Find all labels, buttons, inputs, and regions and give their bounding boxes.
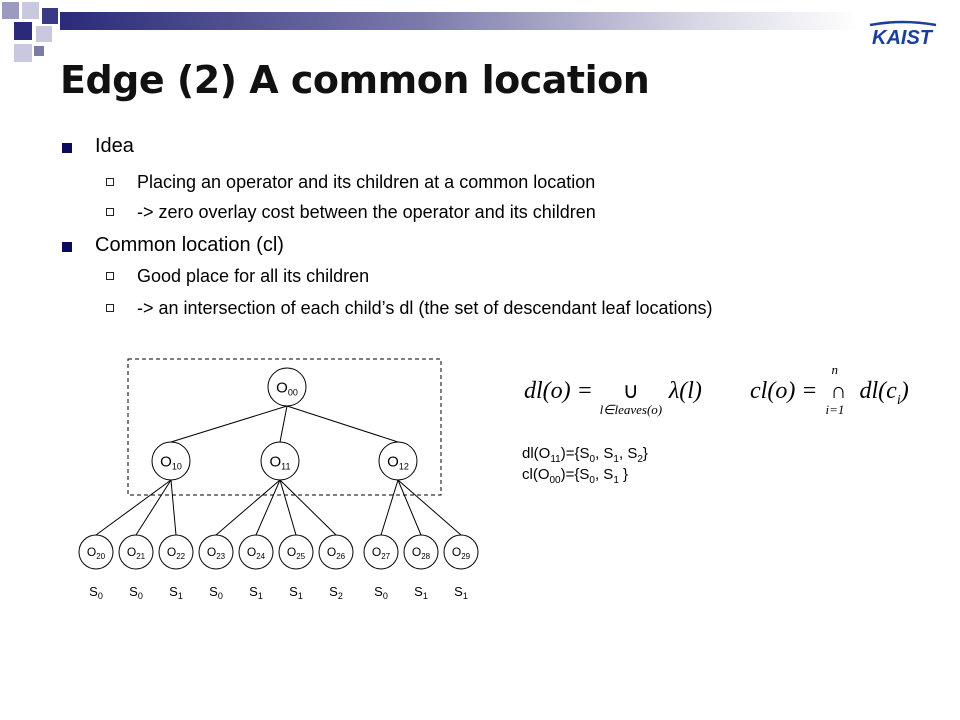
node-label: $O_{24}$: [246, 545, 266, 562]
bullet-text: Common location (cl): [95, 234, 284, 256]
node-leaf-0: [79, 535, 113, 569]
node-leaf-8: [404, 535, 438, 569]
node-leaf-4: [239, 535, 273, 569]
sub-bullet-text: -> zero overlay cost between the operator and its children: [137, 202, 596, 222]
union-operator: ∪ l∈leaves(o): [599, 378, 663, 405]
node-label: $O_{23}$: [206, 545, 226, 562]
cl-formula-rhs-end: ): [900, 378, 909, 404]
node-leaf-3: [199, 535, 233, 569]
leaf-location-label: $S_0$: [89, 584, 103, 601]
leaf-location-label: $S_1$: [414, 584, 428, 601]
sub-bullet-text: Good place for all its children: [137, 266, 370, 286]
tree-edge-1-4: [256, 480, 280, 535]
cl-formula: [750, 362, 909, 417]
dl-example: $dl(O_{11})=\{S_0$, $S_1$, $S_2$}: [522, 445, 648, 465]
leaf-location-label: $S_0$: [129, 584, 143, 601]
node-label: $O_{25}$: [286, 545, 306, 562]
sub-bullet-text: -> an intersection of each child’s dl (the set of descendant leaf locations): [137, 298, 713, 318]
cl-formula-lhs: cl(o) =: [750, 378, 818, 404]
leaf-location-label: $S_1$: [454, 584, 468, 601]
tree-edge-2-7: [381, 480, 398, 535]
node-label: $O_{10}$: [160, 453, 182, 472]
tree-edge-1-3: [216, 480, 280, 535]
node-label: $O_{12}$: [387, 453, 409, 472]
node-label: $O_{11}$: [269, 453, 291, 472]
slide-title: Edge (2) A common location: [60, 58, 650, 102]
intersection-lower-limit: i=1: [825, 402, 845, 417]
leaf-location-label: $S_1$: [289, 584, 303, 601]
bullet-text: Idea: [95, 135, 134, 157]
node-label: $O_{00}$: [276, 379, 298, 398]
cl-example: $cl(O_{00})=\{S_0$, $S_1$ }: [522, 466, 629, 486]
leaf-location-label: $S_0$: [209, 584, 223, 601]
node-leaf-9: [444, 535, 478, 569]
node-label: $O_{28}$: [411, 545, 431, 562]
node-root: [268, 368, 306, 406]
tree-edge-2-9: [398, 480, 461, 535]
node-label: $O_{26}$: [326, 545, 346, 562]
logo-text: KAIST: [872, 27, 932, 49]
tree-edge-root-0: [171, 406, 287, 442]
node-leaf-6: [319, 535, 353, 569]
node-label: $O_{29}$: [451, 545, 471, 562]
node-level1-0: [152, 442, 190, 480]
node-label: $O_{20}$: [86, 545, 106, 562]
leaf-location-label: $S_0$: [374, 584, 388, 601]
dl-formula: [524, 378, 702, 417]
tree-edge-root-1: [280, 406, 287, 442]
dl-formula-lhs: dl(o) =: [524, 378, 593, 404]
leaf-location-label: $S_1$: [169, 584, 183, 601]
union-subscript: l∈leaves(o): [599, 402, 663, 417]
node-leaf-5: [279, 535, 313, 569]
node-label: $O_{22}$: [166, 545, 186, 562]
node-level1-2: [379, 442, 417, 480]
node-leaf-7: [364, 535, 398, 569]
leaf-location-label: $S_1$: [249, 584, 263, 601]
node-label: $O_{21}$: [126, 545, 146, 562]
sub-bullet-text: Placing an operator and its children at a common location: [137, 172, 596, 192]
node-label: $O_{27}$: [371, 545, 391, 562]
dl-formula-rhs: λ(l): [668, 378, 702, 404]
node-leaf-2: [159, 535, 193, 569]
leaf-location-label: $S_2$: [329, 584, 343, 601]
intersection-operator: n ∩ i=1: [825, 362, 847, 417]
cl-formula-rhs: dl(c: [859, 378, 897, 404]
tree-edge-0-2: [171, 480, 176, 535]
tree-edge-0-0: [96, 480, 171, 535]
cl-formula-rhs-sub: i: [896, 392, 901, 408]
tree-edge-root-2: [287, 406, 398, 442]
node-leaf-1: [119, 535, 153, 569]
intersection-upper-limit: n: [831, 362, 838, 377]
node-level1-1: [261, 442, 299, 480]
tree-edge-0-1: [136, 480, 171, 535]
tree-edge-2-8: [398, 480, 421, 535]
